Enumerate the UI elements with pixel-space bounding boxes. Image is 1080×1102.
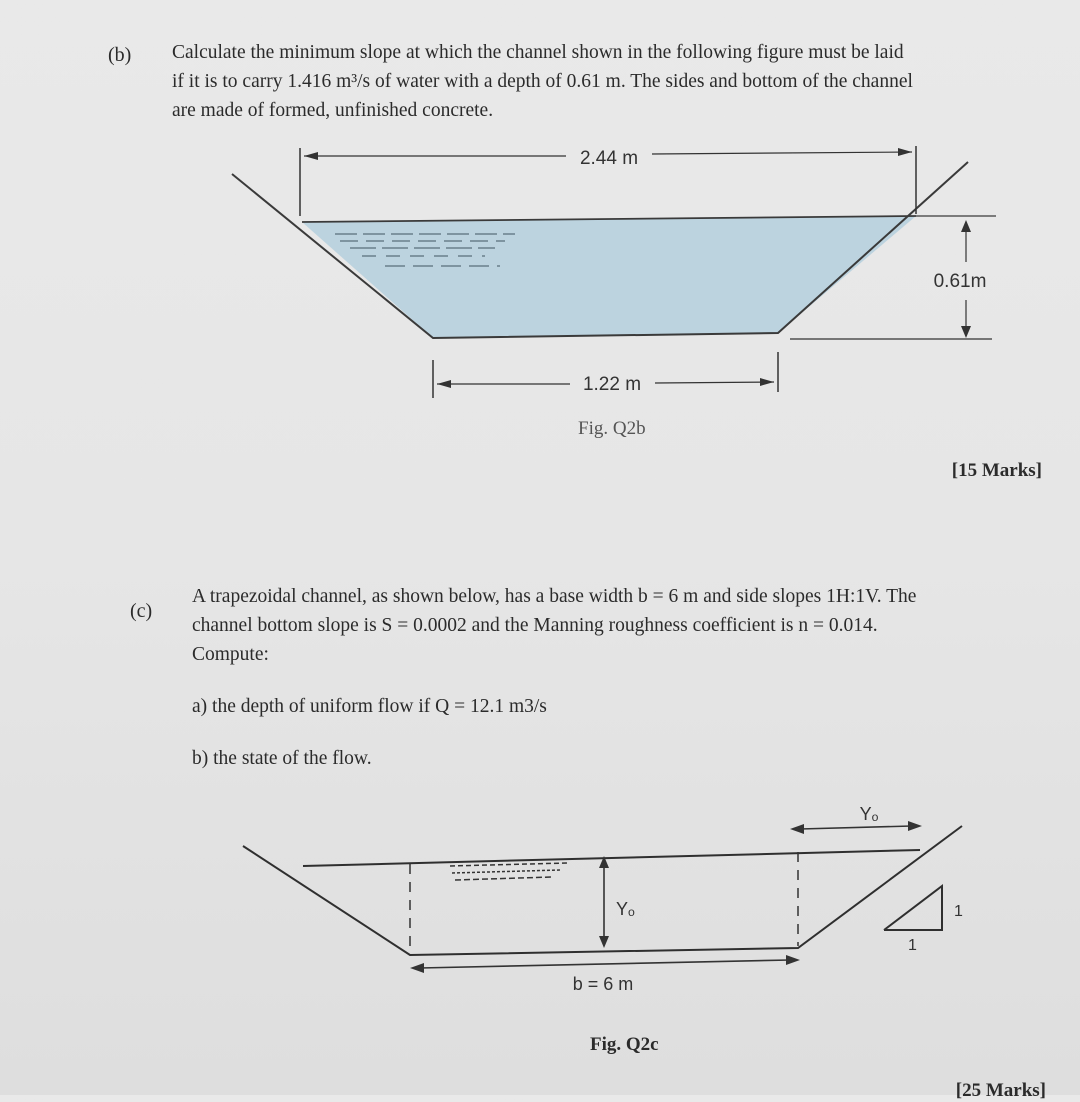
part-c-line-2: channel bottom slope is S = 0.0002 and the Manning roughness coefficient is n = 0.014. xyxy=(192,615,878,636)
arrow-left-icon xyxy=(304,152,318,160)
arrow-right-icon xyxy=(898,148,912,156)
part-b-label: (b) xyxy=(108,44,132,66)
arrow-down-icon xyxy=(599,936,609,948)
fig-q2b-caption: Fig. Q2b xyxy=(578,418,646,439)
slope-triangle-icon xyxy=(884,886,942,930)
arrow-right-icon xyxy=(908,821,922,831)
fig-q2c-caption: Fig. Q2c xyxy=(590,1034,659,1055)
arrow-left-icon xyxy=(410,963,424,973)
figure-q2c xyxy=(0,800,1080,1000)
base-arrow-line xyxy=(420,960,790,968)
arrow-right-icon xyxy=(786,955,800,965)
part-b-question xyxy=(172,38,1072,125)
bottom-width-label: 1.22 m xyxy=(582,374,642,395)
top-yo-label: Yₒ xyxy=(859,804,879,824)
slope-vertical-label: 1 xyxy=(954,903,963,920)
part-b-line-1: Calculate the minimum slope at which the channel shown in the following figure must be laid xyxy=(172,42,904,63)
part-c-line-3: Compute: xyxy=(192,644,269,665)
arrow-down-icon xyxy=(961,326,971,338)
arrow-left-icon xyxy=(790,824,804,834)
part-c-item-a: a) the depth of uniform flow if Q = 12.1 m3/s xyxy=(192,696,547,717)
arrow-up-icon xyxy=(961,220,971,232)
base-label: b = 6 m xyxy=(572,974,634,994)
part-c-line-1: A trapezoidal channel, as shown below, has a base width b = 6 m and side slopes 1H:1V. The xyxy=(192,586,917,607)
top-yo-arrow-line xyxy=(800,826,912,829)
part-b-line-2: if it is to carry 1.416 m³/s of water with a depth of 0.61 m. The sides and bottom of the channel xyxy=(172,71,913,92)
depth-yo-label: Yₒ xyxy=(616,899,635,919)
depth-label: 0.61m xyxy=(933,271,987,292)
top-width-label: 2.44 m xyxy=(579,148,639,169)
part-c-question xyxy=(192,582,1062,669)
bottom-dim-line-right xyxy=(655,382,774,383)
top-dim-line-right xyxy=(652,152,912,154)
arrow-left-icon xyxy=(437,380,451,388)
slope-horizontal-label: 1 xyxy=(908,937,917,954)
channel-outline xyxy=(243,826,962,955)
part-c-marks: [25 Marks] xyxy=(955,1080,1046,1101)
water-symbol-icon xyxy=(450,863,568,880)
figure-q2b xyxy=(0,130,1080,430)
part-c-label: (c) xyxy=(130,600,153,622)
water-surface xyxy=(303,850,920,866)
part-b-line-3: are made of formed, unfinished concrete. xyxy=(172,100,494,121)
part-c-item-b: b) the state of the flow. xyxy=(192,748,372,769)
arrow-right-icon xyxy=(760,378,774,386)
part-b-marks: [15 Marks] xyxy=(951,460,1042,481)
